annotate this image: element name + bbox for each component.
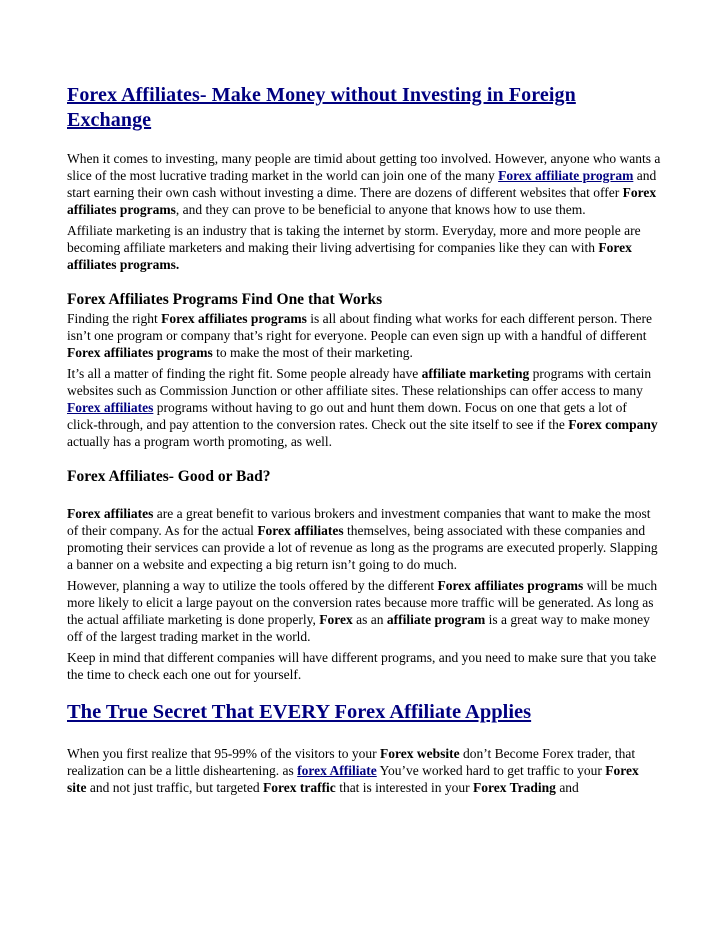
programs-paragraph-1: Finding the right Forex affiliates programs is all about finding what works for each different person. There isn’t one program or company that’s right for everyone. People can even sign up with a handful of different Forex affiliates programs to make the most of their marketing. <box>67 311 652 360</box>
section-heading-true-secret: The True Secret That EVERY Forex Affiliate Applies <box>67 701 532 723</box>
forex-affiliate-program-link[interactable]: Forex affiliate program <box>498 168 634 183</box>
good-or-bad-paragraph-3: Keep in mind that different companies will have different programs, and you need to make sure that you take the time to check each one out for yourself. <box>67 650 657 682</box>
programs-paragraph-2: It’s all a matter of finding the right fit. Some people already have affiliate marketing programs with certain websites such as Commission Junction or other affiliate sites. These relationships can offer access to many Forex affiliates programs without having to go out and hunt them down. Focus on one that gets a lot of click-through, and pay attention to the conversion rates. Check out the site itself to see if the Forex company actually has a program worth promoting, as well. <box>67 366 658 449</box>
page-title: Forex Affiliates- Make Money without Investing in Foreign Exchange <box>67 84 576 131</box>
section-heading-good-or-bad: Forex Affiliates- Good or Bad? <box>67 468 271 485</box>
document-page <box>67 83 661 796</box>
forex-affiliates-link[interactable]: Forex affiliates <box>67 400 154 415</box>
true-secret-paragraph-1: When you first realize that 95-99% of the visitors to your Forex website don’t Become Forex trader, that realization can be a little disheartening. as forex Affiliate You’ve worked hard to get traffic to your Forex site and not just traffic, but targeted Forex traffic that is interested in your Forex Trading and <box>67 746 639 795</box>
forex-affiliate-link[interactable]: forex Affiliate <box>297 763 377 778</box>
good-or-bad-paragraph-1: Forex affiliates are a great benefit to various brokers and investment companies that want to make the most of their company. As for the actual Forex affiliates themselves, being associated with these companies and promoting their services can provide a lot of revenue as long as the programs are executed properly. Slapping a banner on a website and expecting a big return isn’t going to do much. <box>67 506 658 572</box>
intro-paragraph-1: When it comes to investing, many people are timid about getting too involved. However, anyone who wants a slice of the most lucrative trading market in the world can join one of the many Forex affiliate program and start earning their own cash without investing a dime. There are dozens of different websites that offer Forex affiliates programs, and they can prove to be beneficial to anyone that knows how to use them. <box>67 151 661 217</box>
section-heading-programs: Forex Affiliates Programs Find One that Works <box>67 291 383 308</box>
intro-paragraph-2: Affiliate marketing is an industry that is taking the internet by storm. Everyday, more and more people are becoming affiliate marketers and making their living advertising for companies like they can with Forex affiliates programs. <box>67 223 641 272</box>
good-or-bad-paragraph-2: However, planning a way to utilize the tools offered by the different Forex affiliates programs will be much more likely to elicit a large payout on the conversion rates because more traffic will be generated. As long as the actual affiliate marketing is done properly, Forex as an affiliate program is a great way to make money off of the largest trading market in the world. <box>67 578 658 644</box>
